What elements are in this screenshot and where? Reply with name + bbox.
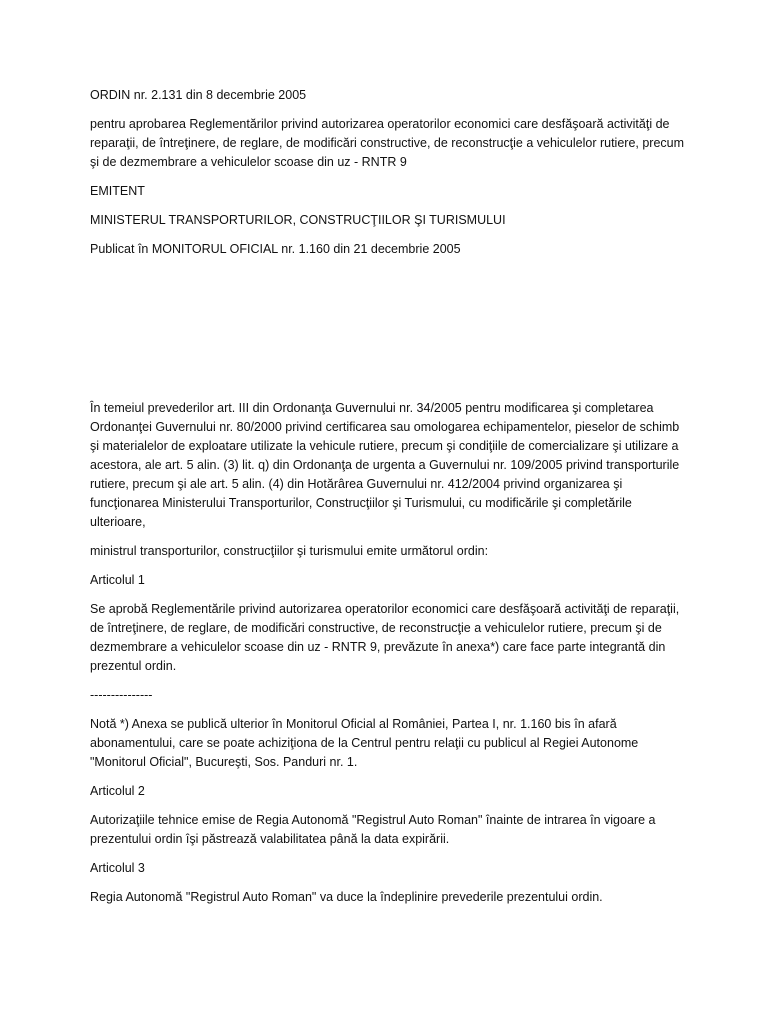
document-page: [90, 86, 690, 917]
article-1-text: Se aprobă Reglementările privind autorizarea operatorilor economici care desfăşoară activităţi de reparaţii, de întreţinere, de reglare, de modificări constructive, de reconstrucţie a vehiculelor rutiere, precum şi de dezmembrare a vehiculelor scoase din uz - RNTR 9, prevăzute în anexa*) care face parte integrantă din prezentul ordin.: [90, 602, 680, 673]
separator-line: ---------------: [90, 688, 153, 702]
article-2-heading: Articolul 2: [90, 784, 145, 798]
article-1-heading: Articolul 1: [90, 573, 145, 587]
annex-note: Notă *) Anexa se publică ulterior în Monitorul Oficial al României, Partea I, nr. 1.160 bis în afară abonamentului, care se poate achiziţiona de la Centrul pentru relaţii cu publicul al Regiei Autonome "Monitorul Oficial", Bucureşti, Sos. Panduri nr. 1.: [90, 717, 639, 769]
preamble: În temeiul prevederilor art. III din Ordonanţa Guvernului nr. 34/2005 pentru modificarea şi completarea Ordonanţei Guvernului nr. 80/2000 privind certificarea sau omologarea echipamentelor, pieselor de schimb şi materialelor de exploatare utilizate la vehicule rutiere, precum şi condiţiile de comercializare şi utilizare a acestora, ale art. 5 alin. (3) lit. q) din Ordonanţa de urgenta a Guvernului nr. 109/2005 privind transporturile rutiere, precum şi ale art. 5 alin. (4) din Hotărârea Guvernului nr. 412/2004 privind organizarea şi funcţionarea Ministerului Transporturilor, Construcţiilor şi Turismului, cu modificările şi completările ulterioare,: [90, 401, 680, 529]
article-2-text: Autorizaţiile tehnice emise de Regia Autonomă "Registrul Auto Roman" înainte de intrarea în vigoare a prezentului ordin îşi păstrează valabilitatea până la data expirării.: [90, 813, 656, 846]
document-title: ORDIN nr. 2.131 din 8 decembrie 2005: [90, 88, 307, 102]
publication-info: Publicat în MONITORUL OFICIAL nr. 1.160 din 21 decembrie 2005: [90, 242, 461, 256]
blank-space: [90, 269, 690, 399]
emitent-label: EMITENT: [90, 184, 145, 198]
issuance-statement: ministrul transporturilor, construcţiilor şi turismului emite următorul ordin:: [90, 544, 489, 558]
document-subject: pentru aprobarea Reglementărilor privind autorizarea operatorilor economici care desfăşoară activităţi de reparaţii, de întreţinere, de reglare, de modificări constructive, de reconstrucţie a vehiculelor rutiere, precum şi de dezmembrare a vehiculelor scoase din uz - RNTR 9: [90, 117, 685, 169]
emitent-name: MINISTERUL TRANSPORTURILOR, CONSTRUCŢIILOR ŞI TURISMULUI: [90, 213, 506, 227]
article-3-heading: Articolul 3: [90, 861, 145, 875]
article-3-text: Regia Autonomă "Registrul Auto Roman" va duce la îndeplinire prevederile prezentului ordin.: [90, 890, 603, 904]
